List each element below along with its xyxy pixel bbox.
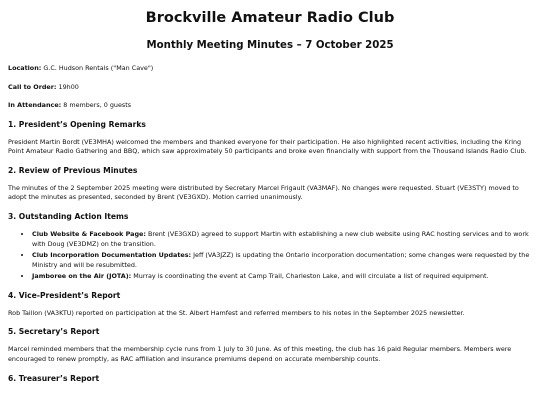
club-title: Brockville Amateur Radio Club <box>145 10 395 26</box>
list-item <box>32 251 532 270</box>
action-items-list <box>8 230 532 282</box>
meta-value: 8 members, 0 guests <box>63 101 132 110</box>
document-subtitle: Monthly Meeting Minutes – 7 October 2025 <box>146 39 394 51</box>
meta-attendance <box>8 101 532 111</box>
item-text: Jeff (VA3JZZ) is updating the Ontario incorporation documentation; some changes were requested by the Ministry and will be resubmitted. <box>32 251 530 269</box>
section-heading-action-items: 3. Outstanding Action Items <box>8 212 129 222</box>
item-label: Club Website & Facebook Page: <box>32 229 146 238</box>
section-heading-previous-minutes: 2. Review of Previous Minutes <box>8 166 138 175</box>
list-item <box>32 230 532 249</box>
meta-location <box>8 64 532 74</box>
section-text-previous-minutes: The minutes of the 2 September 2025 meeting were distributed by Secretary Marcel Frigault (VA3MAF). No changes were requested. Stuart (VE3STY) moved to adopt the minutes as presented, seconded by Brent (VE3GXD). Motion carried unanimously. <box>8 183 519 202</box>
list-item <box>32 272 532 282</box>
meta-value: 19h00 <box>58 82 79 91</box>
meta-value: G.C. Hudson Rentals ("Man Cave") <box>43 64 154 73</box>
section-heading-secretary-report: 5. Secretary’s Report <box>8 327 100 337</box>
meta-call-to-order <box>8 83 532 93</box>
meta-label: Location: <box>8 64 42 73</box>
item-label: Club Incorporation Documentation Updates: <box>32 251 192 260</box>
section-text-presidents-remarks: President Martin Bordt (VE3MHA) welcomed the members and thanked everyone for their participation. He also highlighted recent activities, including the Kring Point Amateur Radio Gathering and BBQ, which saw approximately 50 participants and broke even financially with support from the Thousand Islands Radio Club. <box>8 137 527 156</box>
meta-label: Call to Order: <box>8 82 57 91</box>
section-heading-treasurer-report: 6. Treasurer’s Report <box>8 373 100 383</box>
item-text: Brent (VE3GXD) agreed to support Martin with establishing a new club website using RAC hosting services and to work with Doug (VE3DMZ) on the transition. <box>32 229 529 248</box>
section-heading-vp-report: 4. Vice-President’s Report <box>8 290 121 300</box>
meta-label: In Attendance: <box>8 101 62 110</box>
section-text-secretary-report: Marcel reminded members that the membership cycle runs from 1 July to 30 June. As of this meeting, the club has 16 paid Regular members. Members were encouraged to renew promptly, as RAC affiliation and insurance premiums depend on accurate membership counts. <box>8 345 512 363</box>
section-heading-presidents-remarks: 1. President’s Opening Remarks <box>8 119 146 129</box>
item-text: Murray is coordinating the event at Camp Trail, Charleston Lake, and will circulate a list of required equipment. <box>131 272 489 281</box>
item-label: Jamboree on the Air (JOTA): <box>32 272 132 281</box>
section-text-vp-report: Rob Taillon (VA3KTU) reported on participation at the St. Albert Hamfest and referred members to his notes in the September 2025 newsletter. <box>8 308 465 317</box>
